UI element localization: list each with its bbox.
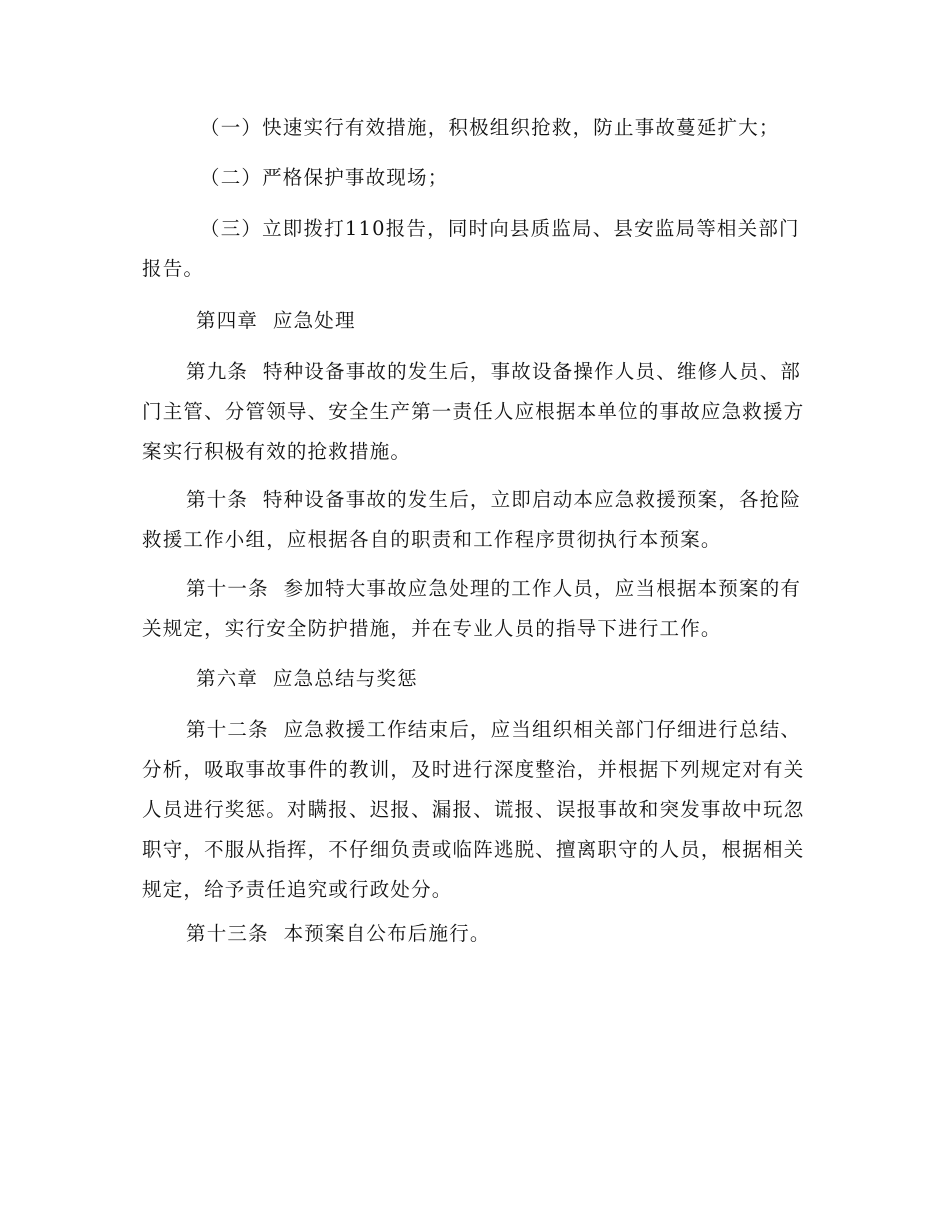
article-13: 第十三条 本预案自公布后施行。 [186, 922, 491, 945]
list-item-1: （一）快速实行有效措施，积极组织抢救，防止事故蔓延扩大； [200, 116, 780, 139]
article-11: 第十一条 参加特大事故应急处理的工作人员，应当根据本预案的有关规定，实行安全防护措施，并在专业人员的指导下进行工作。 [142, 577, 802, 640]
list-item-2: （二）严格保护事故现场； [200, 166, 449, 189]
chapter-6-heading: 第六章 应急总结与奖惩 [196, 667, 418, 690]
article-9: 第九条 特种设备事故的发生后，事故设备操作人员、维修人员、部门主管、分管领导、安全生产第一责任人应根据本单位的事故应急救援方案实行积极有效的抢救措施。 [142, 360, 805, 463]
article-12: 第十二条 应急救援工作结束后，应当组织相关部门仔细进行总结、分析，吸取事故事件的教训，及时进行深度整治，并根据下列规定对有关人员进行奖惩。对瞒报、迟报、漏报、谎报、误报事故和突发事故中玩忽职守，不服从指挥，不仔细负责或临阵逃脱、擅离职守的人员，根据相关规定，给予责任追究或行政处分。 [142, 718, 805, 901]
list-item-3: （三）立即拨打110报告，同时向县质监局、县安监局等相关部门报告。 [142, 217, 800, 280]
chapter-4-heading: 第四章 应急处理 [196, 309, 356, 332]
article-10: 第十条 特种设备事故的发生后，立即启动本应急救援预案，各抢险救援工作小组，应根据各自的职责和工作程序贯彻执行本预案。 [142, 488, 802, 551]
